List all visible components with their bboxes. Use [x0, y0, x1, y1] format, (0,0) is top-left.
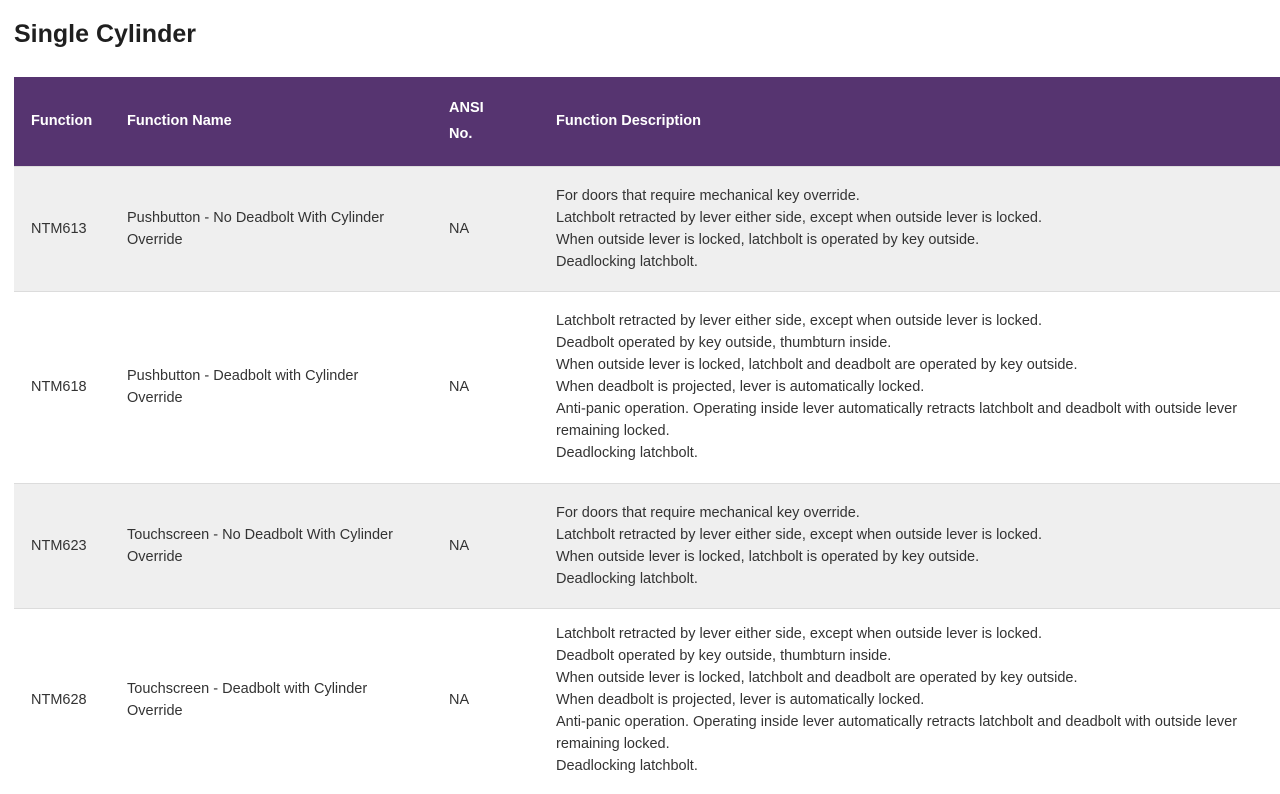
description-line: Deadbolt operated by key outside, thumbturn inside.	[556, 648, 892, 665]
header-function-description: Function Description	[556, 113, 701, 130]
table-row	[14, 483, 1280, 608]
table-row	[14, 166, 1280, 291]
description-line: When outside lever is locked, latchbolt and deadbolt are operated by key outside.	[556, 357, 1078, 373]
header-ansi-no	[445, 77, 539, 166]
ansi-cell: NA	[445, 608, 539, 792]
function-name-cell: Pushbutton - No Deadbolt With Cylinder Override	[110, 166, 445, 291]
header-ansi-line2: No.	[449, 126, 473, 143]
description-line: For doors that require mechanical key override.	[556, 187, 860, 204]
function-description-cell	[539, 166, 1280, 291]
description-line: Anti-panic operation. Operating inside lever automatically retracts latchbolt and deadbolt with outside lever remaining locked.	[556, 714, 1238, 753]
header-function: Function	[31, 113, 93, 130]
function-code-cell: NTM618	[14, 291, 110, 483]
description-line: Deadlocking latchbolt.	[556, 758, 698, 775]
description-line: Anti-panic operation. Operating inside lever automatically retracts latchbolt and deadbolt with outside lever remaining locked.	[556, 401, 1238, 439]
ansi-cell: NA	[445, 166, 539, 291]
description-line: Deadbolt operated by key outside, thumbturn inside.	[556, 335, 892, 351]
function-description-cell	[539, 608, 1280, 792]
function-name-cell: Touchscreen - Deadbolt with Cylinder Override	[110, 608, 445, 792]
header-row	[14, 77, 1280, 166]
table-body	[14, 166, 1280, 792]
description-line: Deadlocking latchbolt.	[556, 445, 698, 461]
description-line: When deadbolt is projected, lever is automatically locked.	[556, 692, 925, 709]
table-header	[14, 77, 1280, 166]
function-name-cell: Pushbutton - Deadbolt with Cylinder Override	[110, 291, 445, 483]
description-line: Deadlocking latchbolt.	[556, 570, 698, 587]
function-description-cell	[539, 291, 1280, 483]
description-line: For doors that require mechanical key override.	[556, 504, 860, 521]
description-line: When outside lever is locked, latchbolt is operated by key outside.	[556, 548, 980, 565]
function-name-cell: Touchscreen - No Deadbolt With Cylinder Override	[110, 483, 445, 608]
ansi-cell: NA	[445, 291, 539, 483]
header-function-name: Function Name	[127, 113, 232, 130]
description-line: When outside lever is locked, latchbolt and deadbolt are operated by key outside.	[556, 670, 1078, 687]
description-line: Deadlocking latchbolt.	[556, 253, 698, 270]
table-row	[14, 291, 1280, 483]
function-description-cell	[539, 483, 1280, 608]
description-line: Latchbolt retracted by lever either side, except when outside lever is locked.	[556, 313, 1043, 329]
header-ansi-line1: ANSI	[449, 100, 484, 117]
function-code-cell: NTM628	[14, 608, 110, 792]
description-line: Latchbolt retracted by lever either side, except when outside lever is locked.	[556, 626, 1043, 643]
description-line: Latchbolt retracted by lever either side, except when outside lever is locked.	[556, 526, 1043, 543]
table-row	[14, 608, 1280, 792]
function-code-cell: NTM623	[14, 483, 110, 608]
section-title: Single Cylinder	[14, 20, 196, 48]
functions-table	[14, 77, 1280, 792]
description-line: Latchbolt retracted by lever either side, except when outside lever is locked.	[556, 209, 1043, 226]
description-line: When outside lever is locked, latchbolt is operated by key outside.	[556, 231, 980, 248]
ansi-cell: NA	[445, 483, 539, 608]
function-code-cell: NTM613	[14, 166, 110, 291]
description-line: When deadbolt is projected, lever is automatically locked.	[556, 379, 925, 395]
